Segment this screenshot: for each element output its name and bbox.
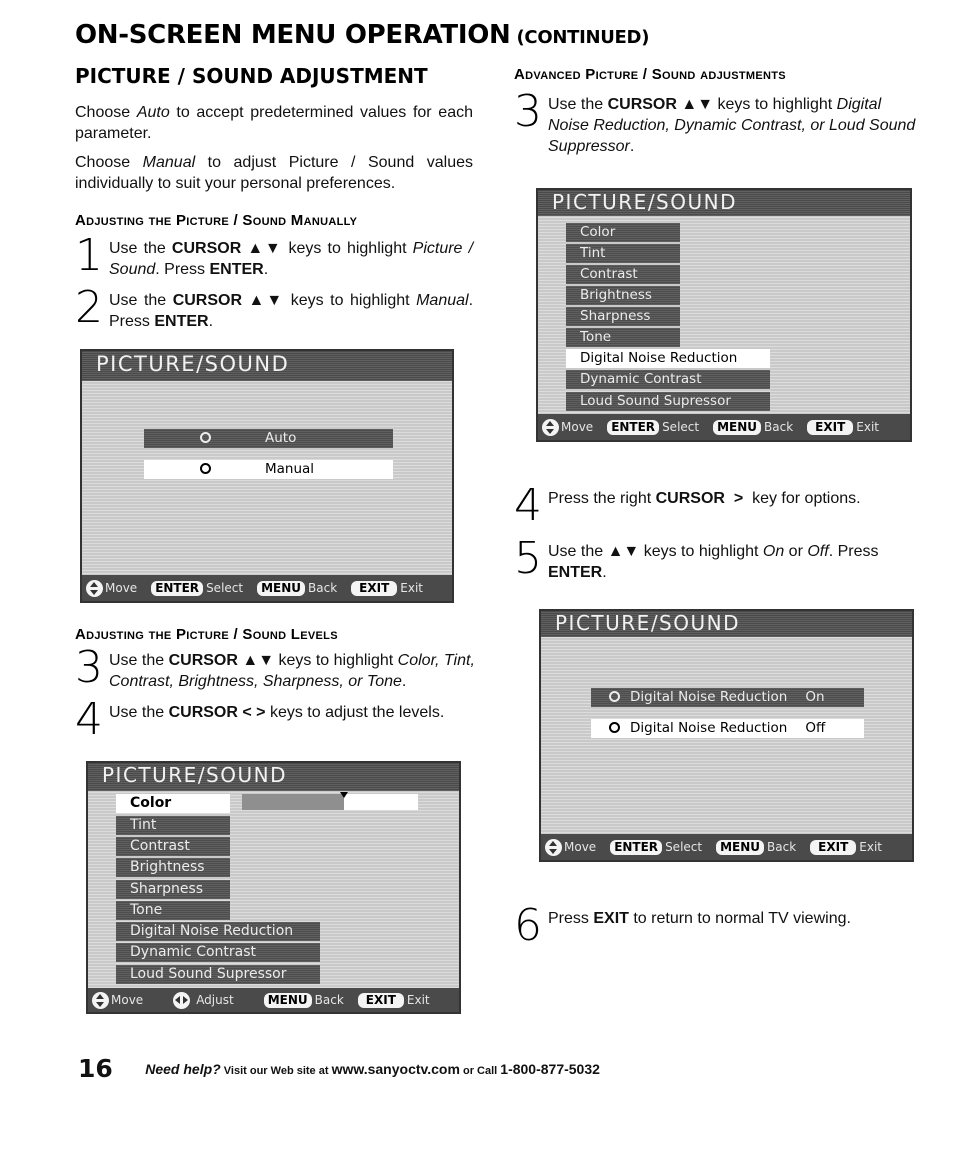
step-text: Use the CURSOR ▲▼ keys to highlight Digital Noise Reduction, Dynamic Contrast, or Loud Sound Suppressor.: [548, 96, 916, 155]
page-title-text: ON-SCREEN MENU OPERATION: [75, 20, 511, 50]
menu-option-auto[interactable]: [144, 429, 393, 448]
tv-footer: Move ENTER Select MENU Back EXIT Exit: [541, 834, 912, 860]
move-icon: [92, 992, 109, 1009]
step-3-right: [514, 86, 924, 160]
menu-key: MENU: [257, 581, 305, 596]
step-text: Press the right CURSOR > key for options.: [548, 490, 861, 507]
step-text: Use the CURSOR ▲▼ keys to highlight Picture / Sound. Press ENTER.: [109, 240, 474, 278]
menu-item-8[interactable]: Loud Sound Supressor: [566, 392, 770, 411]
tv-screen-levels: [86, 761, 461, 1014]
step-number: 5: [514, 533, 542, 584]
step-text: Use the CURSOR < > keys to adjust the levels.: [109, 704, 445, 721]
subheading-advanced: Advanced Picture / Sound adjustments: [514, 66, 786, 83]
section-title: PICTURE / SOUND ADJUSTMENT: [75, 64, 428, 88]
tv-title: PICTURE/SOUND: [541, 611, 912, 637]
level-slider-fill: [242, 794, 344, 810]
tv-screen-advanced: [536, 188, 912, 442]
subheading-levels: Adjusting the Picture / Sound Levels: [75, 626, 338, 643]
step-5-right: [514, 533, 924, 589]
tv-title: PICTURE/SOUND: [82, 351, 452, 381]
radio-icon: [609, 691, 620, 702]
intro-paragraph-manual: Choose Manual to adjust Picture / Sound values individually to suit your personal preferences.: [75, 154, 474, 192]
adjust-icon: [173, 992, 190, 1009]
step-text: Press EXIT to return to normal TV viewing.: [548, 910, 851, 927]
level-slider[interactable]: [242, 794, 418, 810]
menu-key: MENU: [264, 993, 312, 1008]
radio-icon: [200, 463, 211, 474]
menu-item-3[interactable]: Brightness: [566, 286, 680, 305]
option-value: Off: [805, 720, 826, 736]
menu-key: MENU: [716, 840, 764, 855]
dnr-option-on[interactable]: [591, 688, 864, 707]
menu-item-0[interactable]: Color: [566, 223, 680, 242]
enter-key: ENTER: [610, 840, 662, 855]
menu-item-1[interactable]: Tint: [116, 816, 230, 835]
step-4-right: [514, 480, 924, 532]
menu-item-1[interactable]: Tint: [566, 244, 680, 263]
option-label: Manual: [265, 461, 315, 477]
tv-screen-dnr: [539, 609, 914, 862]
level-marker-icon: [340, 792, 348, 798]
tv-title: PICTURE/SOUND: [538, 190, 910, 216]
enter-key: ENTER: [151, 581, 203, 596]
tv-footer: Move ENTER Select MENU Back EXIT Exit: [82, 575, 452, 601]
menu-item-2[interactable]: Contrast: [566, 265, 680, 284]
enter-key: ENTER: [607, 420, 659, 435]
move-icon: [545, 839, 562, 856]
menu-item-4[interactable]: Sharpness: [116, 880, 230, 899]
menu-item-0[interactable]: Color: [116, 794, 230, 813]
option-value: On: [805, 689, 825, 705]
tv-title: PICTURE/SOUND: [88, 763, 459, 791]
page-footer: [78, 1054, 600, 1083]
menu-item-4[interactable]: Sharpness: [566, 307, 680, 326]
move-icon: [86, 580, 103, 597]
option-label: Digital Noise Reduction: [630, 689, 788, 705]
menu-item-7[interactable]: Dynamic Contrast: [116, 943, 320, 962]
menu-item-6[interactable]: Digital Noise Reduction: [566, 349, 770, 368]
dnr-option-off[interactable]: [591, 719, 864, 738]
tv-footer: Move ENTER Select MENU Back EXIT Exit: [538, 414, 910, 440]
step-1: [75, 230, 475, 286]
step-6-right: [514, 900, 924, 952]
option-label: Auto: [265, 430, 297, 446]
radio-icon: [200, 432, 211, 443]
exit-key: EXIT: [351, 581, 397, 596]
menu-item-8[interactable]: Loud Sound Supressor: [116, 965, 320, 984]
tv-screen-auto-manual: [80, 349, 454, 603]
radio-icon: [609, 722, 620, 733]
option-label: Digital Noise Reduction: [630, 720, 788, 736]
step-number: 2: [75, 282, 103, 333]
step-text: Use the ▲▼ keys to highlight On or Off. Press ENTER.: [548, 543, 879, 581]
move-icon: [542, 419, 559, 436]
menu-item-2[interactable]: Contrast: [116, 837, 230, 856]
menu-item-6[interactable]: Digital Noise Reduction: [116, 922, 320, 941]
page-title-continued: (CONTINUED): [516, 27, 650, 48]
step-number: 3: [75, 642, 103, 693]
step-3-left: [75, 642, 475, 698]
menu-item-7[interactable]: Dynamic Contrast: [566, 370, 770, 389]
exit-key: EXIT: [810, 840, 856, 855]
menu-key: MENU: [713, 420, 761, 435]
website-link[interactable]: www.sanyoctv.com: [331, 1060, 460, 1077]
step-number: 3: [514, 86, 542, 137]
page-title: [75, 20, 649, 50]
step-text: Use the CURSOR ▲▼ keys to highlight Manual. Press ENTER.: [109, 292, 474, 330]
step-number: 4: [75, 694, 103, 745]
step-number: 1: [75, 230, 103, 281]
step-number: 4: [514, 480, 542, 531]
exit-key: EXIT: [807, 420, 853, 435]
help-line: Need help? Visit our Web site at www.sanyoctv.com or Call 1-800-877-5032: [145, 1060, 600, 1077]
menu-item-3[interactable]: Brightness: [116, 858, 230, 877]
phone-number: 1-800-877-5032: [500, 1060, 600, 1077]
tv-footer: Move Adjust MENU Back EXIT Exit: [88, 988, 459, 1012]
menu-item-5[interactable]: Tone: [116, 901, 230, 920]
subheading-manual: Adjusting the Picture / Sound Manually: [75, 212, 358, 229]
step-4-left: [75, 694, 475, 746]
step-text: Use the CURSOR ▲▼ keys to highlight Color, Tint, Contrast, Brightness, Sharpness, or Tone.: [109, 652, 475, 690]
intro-paragraph-auto: Choose Auto to accept predetermined values for each parameter.: [75, 104, 473, 142]
exit-key: EXIT: [358, 993, 404, 1008]
step-2: [75, 282, 475, 338]
menu-option-manual[interactable]: [144, 460, 393, 479]
menu-item-5[interactable]: Tone: [566, 328, 680, 347]
page-number: 16: [78, 1054, 113, 1083]
step-number: 6: [514, 900, 542, 951]
